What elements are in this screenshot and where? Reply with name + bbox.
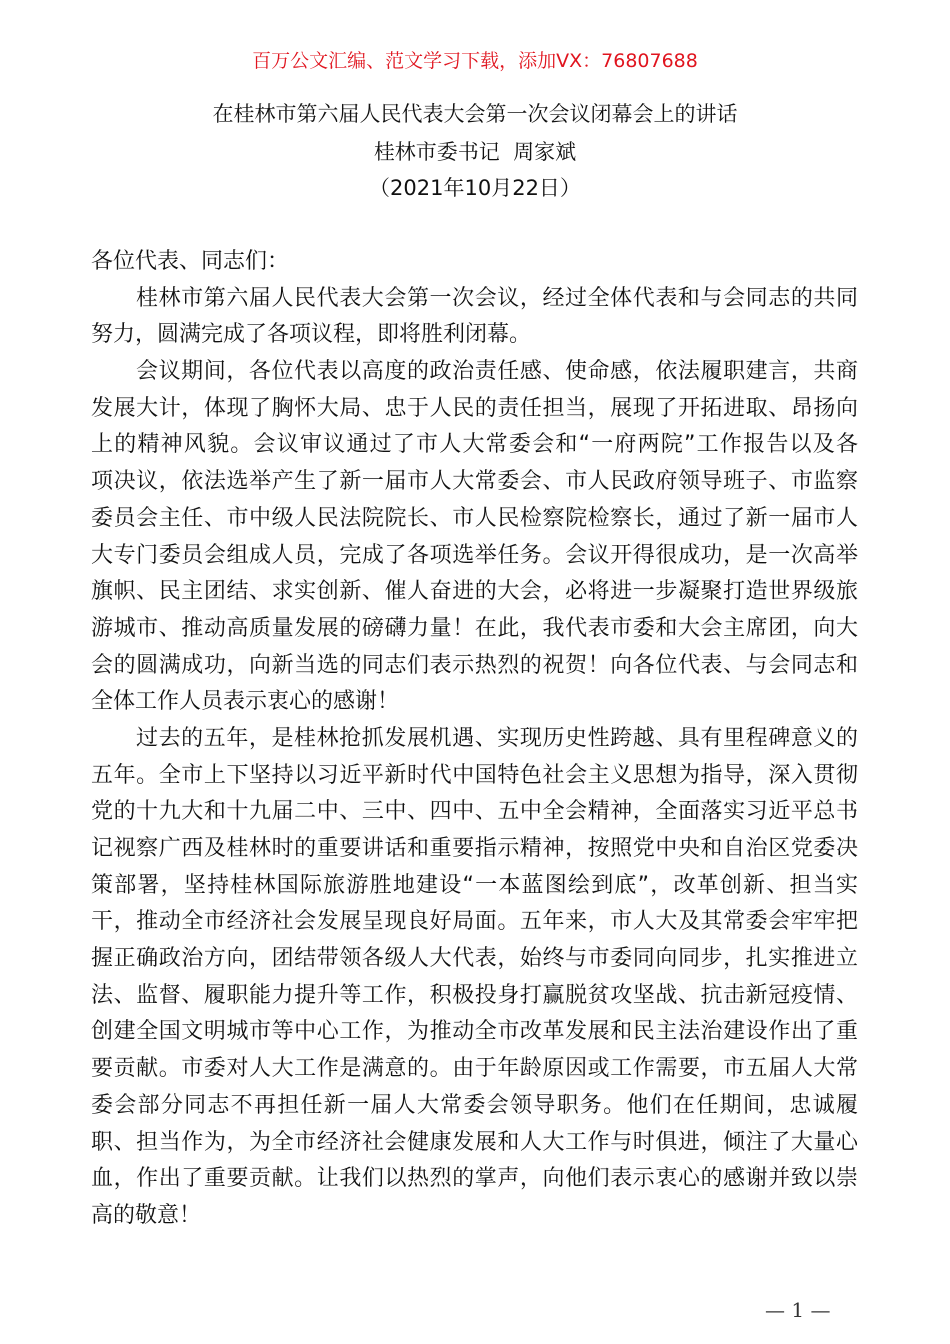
paragraph-line: 委员会主任、市中级人民法院院长、市人民检察院检察长，通过了新一届市人 [91,505,858,531]
paragraph-line: 高的敬意！ [91,1202,202,1228]
paragraph-line: 职、担当作为，为全市经济社会健康发展和人大工作与时俱进，倾注了大量心 [91,1129,858,1155]
greeting: 各位代表、同志们： [91,249,290,274]
paragraph-line: 握正确政治方向，团结带领各级人大代表，始终与市委同向同步，扎实推进立 [91,946,858,972]
paragraph-line: 委会部分同志不再担任新一届人大常委会领导职务。他们在任期间，忠诚履 [91,1092,858,1118]
paragraph-line: 旗帜、民主团结、求实创新、催人奋进的大会，必将进一步凝聚打造世界级旅 [91,579,858,605]
paragraph-line: 发展大计，体现了胸怀大局、忠于人民的责任担当，展现了开拓进取、昂扬向 [91,395,858,421]
paragraph-line: 会的圆满成功，向新当选的同志们表示热烈的祝贺！向各位代表、与会同志和 [91,652,858,678]
paragraph-line: 大专门委员会组成人员，完成了各项选举任务。会议开得很成功，是一次高举 [91,542,858,568]
paragraph-line: 桂林市第六届人民代表大会第一次会议，经过全体代表和与会同志的共同 [136,285,858,311]
paragraph-line: 游城市、推动高质量发展的磅礴力量！在此，我代表市委和大会主席团，向大 [91,615,858,641]
paragraph-line: 策部署，坚持桂林国际旅游胜地建设“一本蓝图绘到底”，改革创新、担当实 [91,872,858,898]
paragraph-line: 党的十九大和十九届二中、三中、四中、五中全会精神，全面落实习近平总书 [91,799,858,825]
document-title: 在桂林市第六届人民代表大会第一次会议闭幕会上的讲话 [212,102,738,126]
document-author: 桂林市委书记 周家斌 [373,140,577,164]
document-body [91,244,858,1235]
paragraph-line: 要贡献。市委对人大工作是满意的。由于年龄原因或工作需要，市五届人大常 [91,1056,858,1082]
paragraph-line: 血，作出了重要贡献。让我们以热烈的掌声，向他们表示衷心的感谢并致以崇 [91,1166,858,1192]
paragraph-line: 全体工作人员表示衷心的感谢！ [91,689,400,715]
paragraph-line: 项决议，依法选举产生了新一届市人大常委会、市人民政府领导班子、市监察 [91,469,858,495]
paragraph-line: 五年。全市上下坚持以习近平新时代中国特色社会主义思想为指导，深入贯彻 [91,762,858,788]
paragraph-line: 创建全国文明城市等中心工作，为推动全市改革发展和民主法治建设作出了重 [91,1019,858,1045]
paragraph-line: 记视察广西及桂林时的重要讲话和重要指示精神，按照党中央和自治区党委决 [91,836,858,861]
paragraph-line: 努力，圆满完成了各项议程，即将胜利闭幕。 [91,322,532,348]
paragraph-line: 法、监督、履职能力提升等工作，积极投身打赢脱贫攻坚战、抗击新冠疫情、 [91,982,858,1008]
watermark-text: 百万公文汇编、范文学习下载，添加VX：76807688 [252,50,698,72]
paragraph [91,721,858,1235]
paragraph-line: 会议期间，各位代表以高度的政治责任感、使命感，依法履职建言，共商 [136,359,858,385]
paragraph-line: 过去的五年，是桂林抢抓发展机遇、实现历史性跨越、具有里程碑意义的 [136,725,858,751]
paragraph-line: 上的精神风貌。会议审议通过了市人大常委会和“一府两院”工作报告以及各 [91,432,858,458]
page-number: — 1 — [765,1298,831,1322]
paragraph-line: 干，推动全市经济社会发展呈现良好局面。五年来，市人大及其常委会牢牢把 [91,909,858,935]
paragraph [91,281,858,354]
document-date: （2021年10月22日） [369,176,581,200]
paragraph [91,354,858,721]
